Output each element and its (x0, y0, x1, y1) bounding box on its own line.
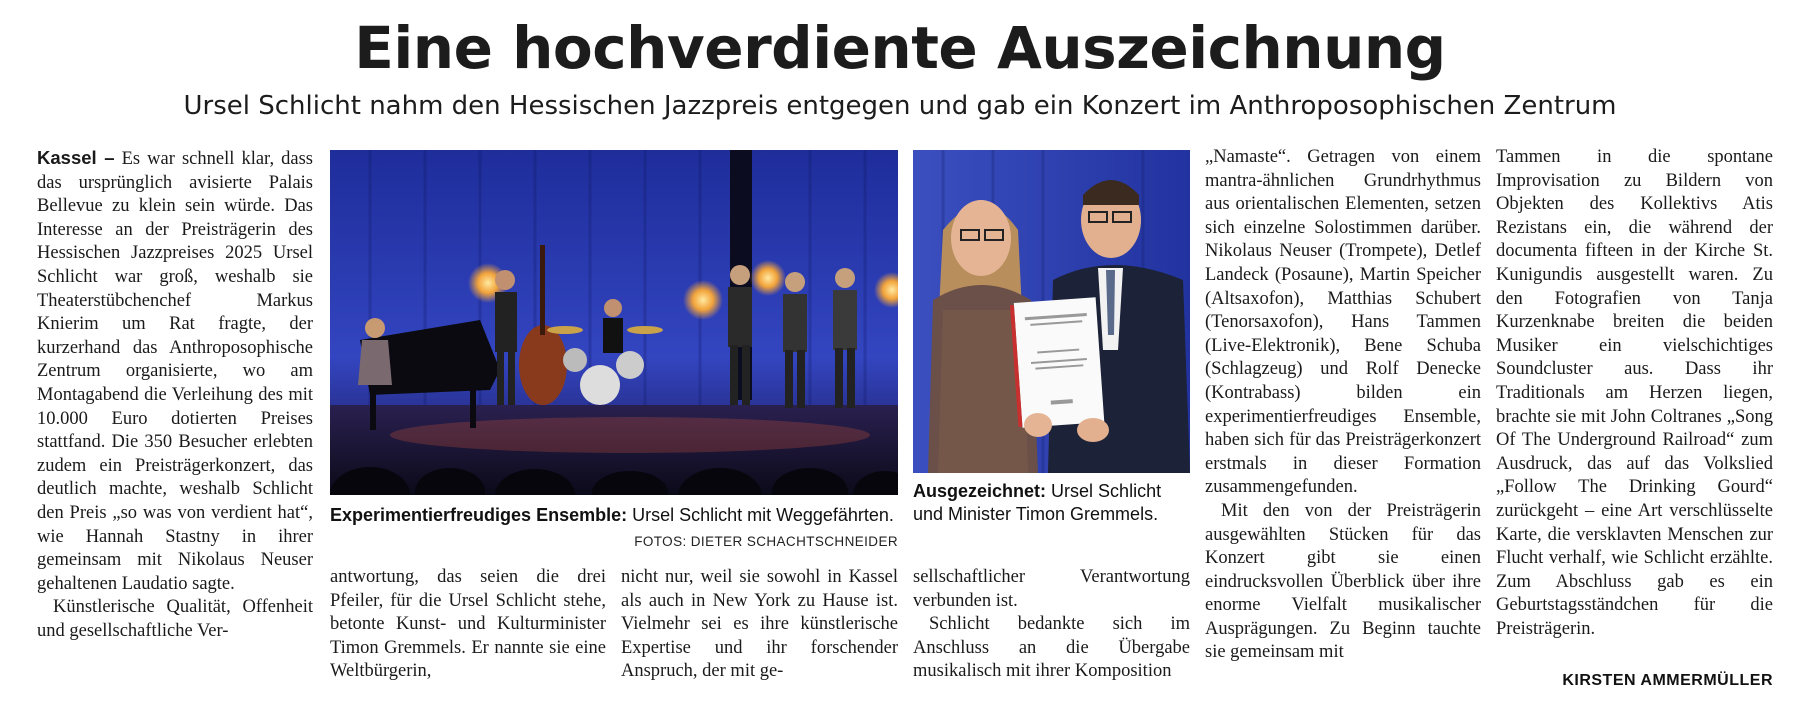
paragraph: Mit den von der Preisträgerin ausgewählten Stücken für das Konzert gibt sie einen eindrucksvollen Überblick über ihre enorme Vielfalt musikalischer Ausprägungen. Zu Beginn tauchte sie gemeinsam mit (1205, 500, 1481, 663)
award-photo-caption (913, 480, 1190, 526)
paragraph: „Namaste“. Getragen von einem mantra-ähnlichen Grundrhythmus aus orientalischen Elementen, setzen sich einzelne Solostimmen darüber. Nikolaus Neuser (Trompete), Detlef Landeck (Posaune), Martin Speicher (Altsaxofon), Matthias Schubert (Tenorsaxofon), Hans Tammen (Live-Elektronik), Bene Schuba (Schlagzeug) und Rolf Denecke (Kontrabass) bilden ein experimentierfreudiges Ensemble, haben sich für das Preisträgerkonzert erstmals in dieser Formation zusammengefunden. (1205, 147, 1481, 498)
caption-lead: Ausgezeichnet: (913, 481, 1047, 501)
paragraph: sellschaftlicher Verantwortung verbunden ist. (913, 567, 1190, 611)
subheadline: Ursel Schlicht nahm den Hessischen Jazzpreis entgegen und gab ein Konzert im Anthroposophischen Zentrum (183, 91, 1617, 121)
dateline: Kassel – (37, 147, 115, 168)
column-6 (1496, 146, 1773, 641)
paragraph: Künstlerische Qualität, Offenheit und gesellschaftliche Ver- (37, 597, 313, 641)
column-5 (1205, 146, 1481, 665)
concert-photo-caption (330, 504, 898, 527)
headline: Eine hochverdiente Auszeichnung (354, 14, 1446, 82)
author-byline: KIRSTEN AMMERMÜLLER (1562, 672, 1773, 689)
paragraph: nicht nur, weil sie sowohl in Kassel als auch in New York zu Hause ist. Vielmehr sei es ihre künstlerische Expertise und ihr forschender Anspruch, der mit ge- (621, 567, 898, 682)
award-handover-image (913, 150, 1190, 473)
concert-stage-image (330, 150, 898, 495)
paragraph: antwortung, das seien die drei Pfeiler, für die Ursel Schlicht stehe, betonte Kunst- und Kulturminister Timon Gremmels. Er nannte sie eine Weltbürgerin, (330, 567, 606, 682)
column-4-bottom (913, 566, 1190, 684)
column-1 (37, 146, 313, 643)
column-2-bottom (330, 566, 606, 684)
paragraph (37, 146, 313, 596)
paragraph: Tammen in die spontane Improvisation zu Bildern von Objekten des Kollektivs Atis Rezistans ein, die während der documenta fifteen in der Kirche St. Kunigundis ausgestellt waren. Zu den Fotografien von Tanja Kurzenknabe breiten die beiden Musiker ein vielschichtiges Soundcluster aus. Dass ihr Traditionals am Herzen liegen, brachte sie mit John Coltranes „Song Of The Underground Railroad“ zum Ausdruck, das auf das Volkslied „Follow The Drinking Gourd“ zurückgeht – eine Art verschlüsselte Karte, die versklavten Menschen zur Flucht verhalf, wie Schlicht erzählte. Zum Abschluss gab es ein Geburtstagsständchen für die Preisträgerin. (1496, 147, 1773, 639)
concert-photo (330, 150, 898, 495)
paragraph: Schlicht bedankte sich im Anschluss an die Übergabe musikalisch mit ihrer Komposition (913, 614, 1190, 682)
caption-text: Ursel Schlicht und Minister Timon Gremmels. (913, 481, 1162, 524)
photo-credit: FOTOS: DIETER SCHACHTSCHNEIDER (634, 534, 898, 549)
award-photo (913, 150, 1190, 473)
paragraph-text: Es war schnell klar, dass das ursprünglich avisierte Palais Bellevue zu klein sein würde. Das Interesse an der Preisträgerin des Hessischen Jazzpreises 2025 Ursel Schlicht war groß, weshalb sie Theaterstübchenchef Markus Knierim um Rat fragte, der kurzerhand das Anthroposophische Zentrum organisierte, wo am Montagabend die Verleihung des mit 10.000 Euro dotierten Preises stattfand. Die 350 Besucher erlebten zudem ein Preisträgerkonzert, das deutlich machte, weshalb Schlicht den Preis „so was von verdient hat“, wie Hannah Stastny in ihrer gemeinsam mit Nikolaus Neuser gehaltenen Laudatio sagte. (37, 149, 314, 594)
caption-lead: Experimentierfreudiges Ensemble: (330, 505, 628, 525)
column-3-bottom (621, 566, 898, 684)
caption-text: Ursel Schlicht mit Weggefährten. (632, 505, 894, 525)
